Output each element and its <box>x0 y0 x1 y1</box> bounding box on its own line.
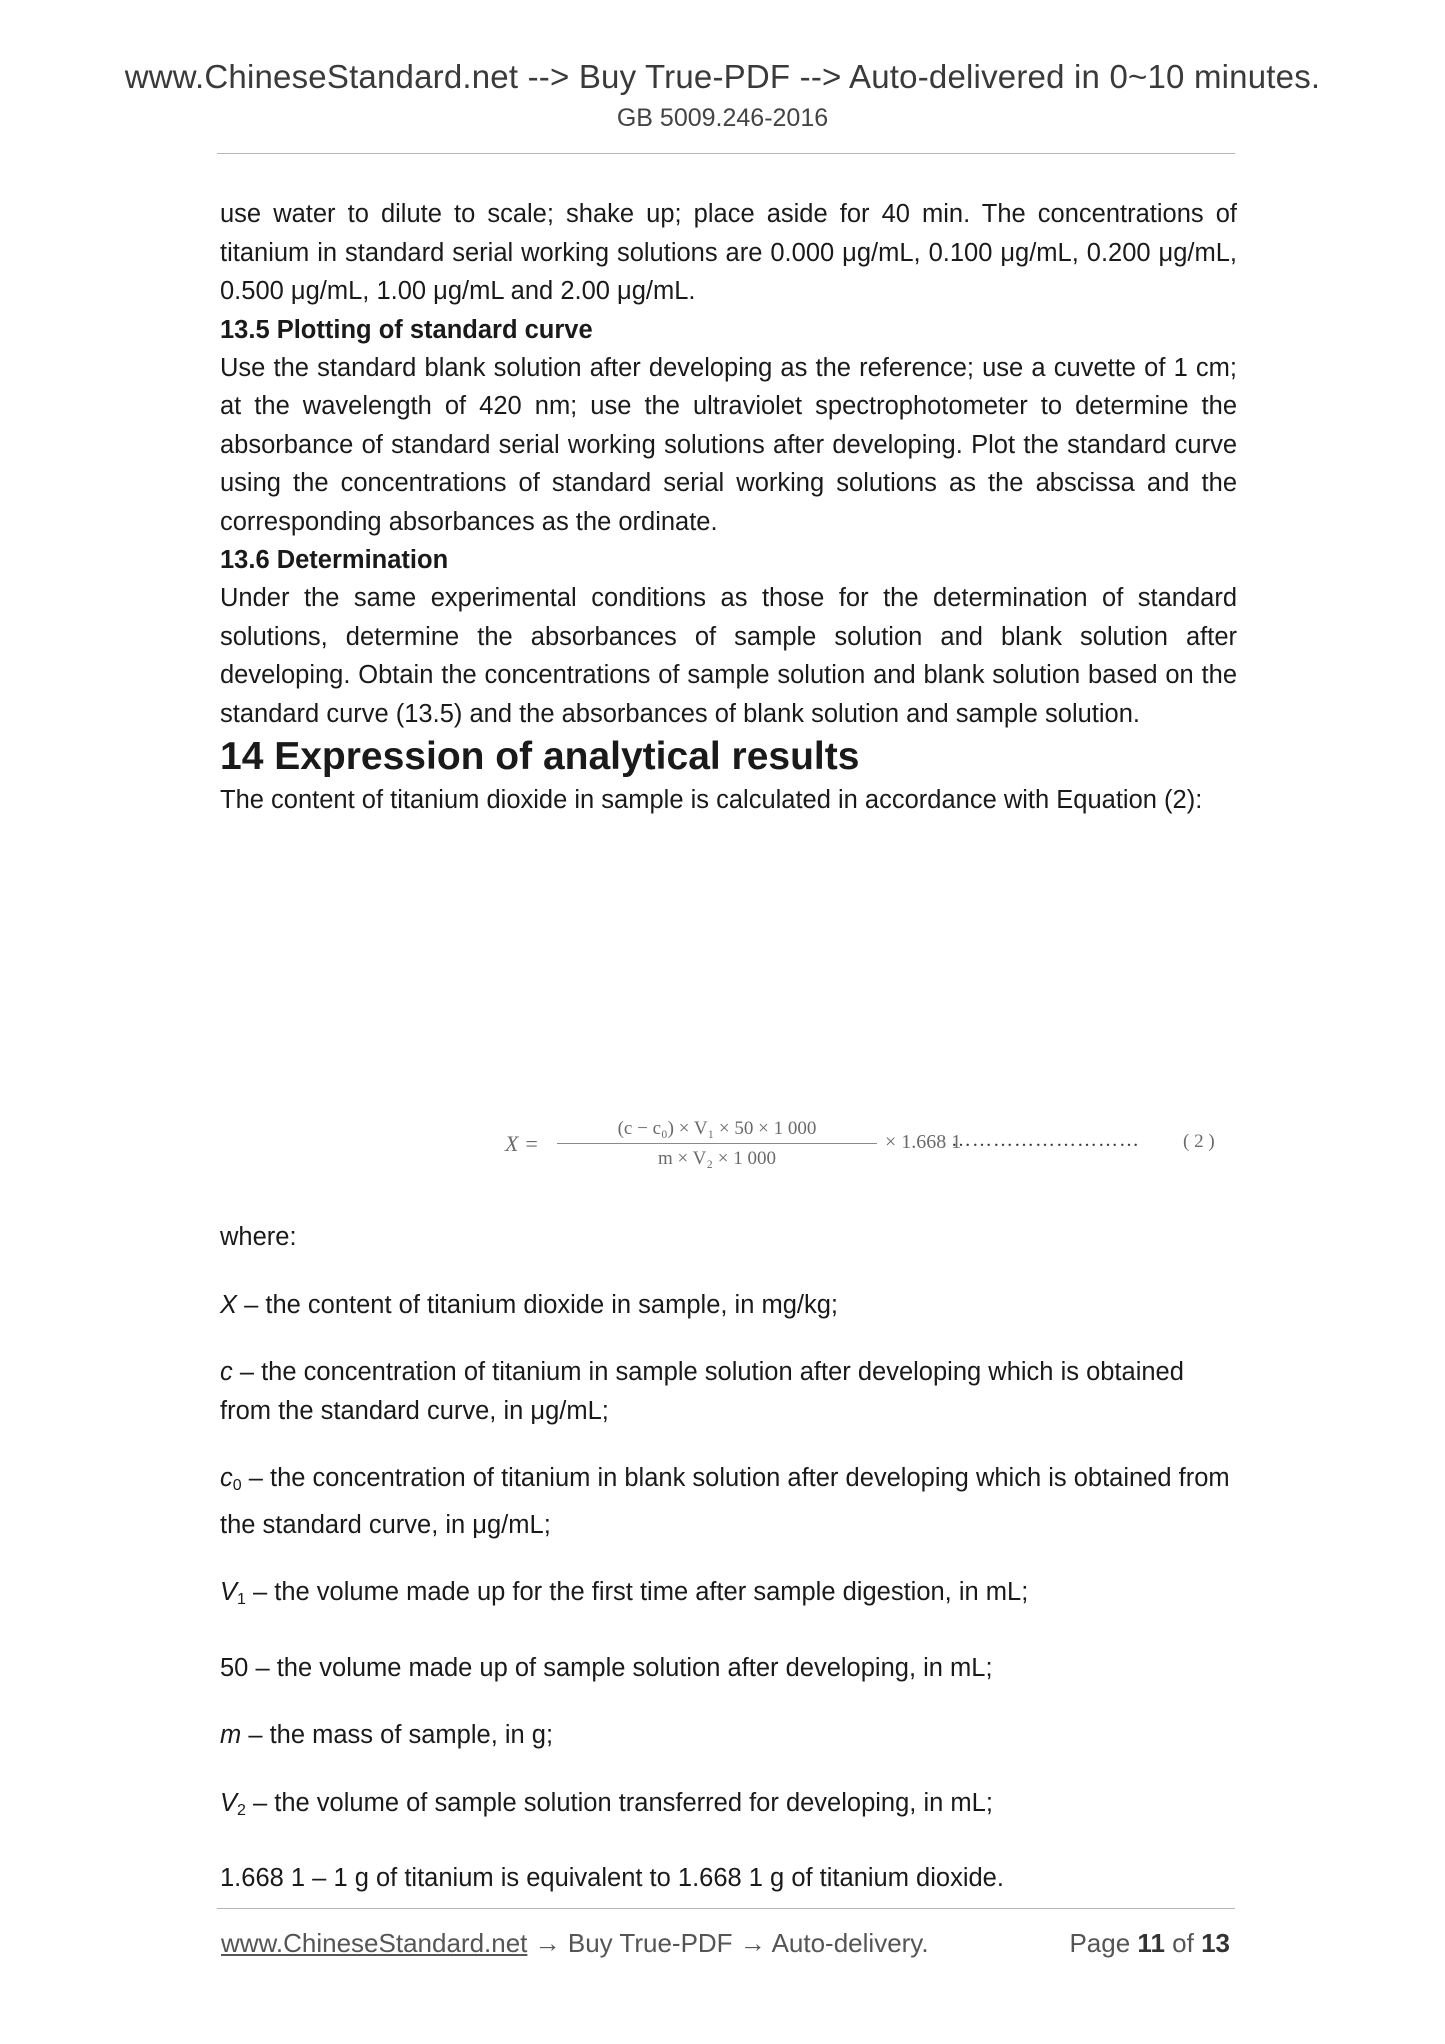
definition-symbol: X <box>220 1290 238 1319</box>
definition-item <box>220 1784 1237 1831</box>
definition-subscript: 2 <box>237 1801 246 1819</box>
heading-14: 14 Expression of analytical results <box>220 735 860 778</box>
heading-13-6: 13.6 Determination <box>220 546 449 574</box>
definition-text: – 1 g of titanium is equivalent to 1.668 1 g of titanium dioxide. <box>305 1864 1004 1892</box>
definition-text: – the concentration of titanium in sample solution after developing which is obtained from the standard curve, in μg/mL; <box>220 1358 1184 1425</box>
definition-text: – the volume of sample solution transferred for developing, in mL; <box>245 1788 993 1817</box>
equation-denominator: m × V₂ × 1 000 <box>658 1148 776 1169</box>
footer-tagline: → Buy True-PDF → Auto-delivery. <box>527 1928 929 1958</box>
definition-symbol: m <box>220 1721 242 1749</box>
definition-item <box>220 1716 1237 1755</box>
definition-symbol: V <box>220 1578 238 1606</box>
definition-symbol: c <box>220 1358 233 1386</box>
header-divider <box>217 153 1235 154</box>
definition-symbol: c <box>220 1464 233 1492</box>
definition-symbol: 1.668 1 <box>220 1864 306 1892</box>
page-label: Page <box>1069 1928 1131 1958</box>
equation-number: ( 2 ) <box>1183 1131 1215 1152</box>
equation-lhs: X = <box>505 1131 539 1156</box>
paragraph-14: The content of titanium dioxide in sample is calculated in accordance with Equation (2): <box>220 786 1203 814</box>
definition-text: – the volume made up for the first time after sample digestion, in mL; <box>245 1578 1029 1606</box>
equation-leader-dots: ……………………… <box>951 1129 1140 1151</box>
definition-subscript: 0 <box>232 1477 242 1494</box>
document-body <box>220 195 1237 820</box>
definition-subscript: 1 <box>237 1591 246 1608</box>
intro-paragraph: use water to dilute to scale; shake up; place aside for 40 min. The concentrations of titanium in standard serial working solutions are 0.000 μg/mL, 0.100 μg/mL, 0.200 μg/mL, 0.500 μg/mL, 1.00 μg/mL and 2.00 μg/mL. <box>220 200 1237 305</box>
standard-code: GB 5009.246-2016 <box>616 104 829 132</box>
definition-text: – the volume made up of sample solution after developing, in mL; <box>248 1653 993 1682</box>
definition-symbol: 50 <box>220 1653 249 1682</box>
definition-text: – the content of titanium dioxide in sample, in mg/kg; <box>237 1290 839 1319</box>
definition-item <box>220 1353 1237 1430</box>
definition-item <box>220 1286 1237 1325</box>
fraction-bar <box>557 1143 877 1144</box>
page-indicator <box>1069 1928 1230 1959</box>
definition-item <box>220 1649 1237 1688</box>
heading-13-5: 13.5 Plotting of standard curve <box>220 315 593 344</box>
definition-item <box>220 1459 1237 1544</box>
paragraph-13-6: Under the same experimental conditions as those for the determination of standard solutions, determine the absorbances of sample solution and blank solution after developing. Obtain the concentrations of sample solution and blank solution based on the standard curve (13.5) and the absorbances of blank solution and sample solution. <box>220 584 1237 728</box>
page-number: 11 <box>1137 1928 1165 1958</box>
where-label: where: <box>220 1223 297 1251</box>
definition-item <box>220 1573 1237 1620</box>
equation-2 <box>505 1117 1245 1177</box>
definition-item <box>220 1859 1237 1898</box>
definition-symbol: V <box>220 1788 238 1817</box>
paragraph-13-5: Use the standard blank solution after developing as the reference; use a cuvette of 1 cm; at the wavelength of 420 nm; use the ultraviolet spectrophotometer to determine the absorbance of standard serial working solutions after developing. Plot the standard curve using the concentrations of standard serial working solutions as the abscissa and the corresponding absorbances as the ordinate. <box>220 353 1237 536</box>
equation-fraction <box>557 1117 877 1171</box>
footer-promo <box>221 1928 929 1959</box>
of-label: of <box>1172 1928 1194 1958</box>
footer-site-link[interactable]: www.ChineseStandard.net <box>221 1928 528 1958</box>
footer-divider <box>217 1908 1235 1909</box>
page-total: 13 <box>1201 1928 1230 1958</box>
header-banner: www.ChineseStandard.net --> Buy True-PDF --> Auto-delivered in 0~10 minutes. <box>124 58 1321 95</box>
definition-text: – the concentration of titanium in blank solution after developing which is obtained from the standard curve, in μg/mL; <box>220 1464 1230 1539</box>
definitions-block <box>220 1218 1237 1898</box>
equation-numerator: (c − c₀) × V₁ × 50 × 1 000 <box>617 1118 817 1139</box>
equation-multiplier: × 1.668 1 <box>885 1131 962 1153</box>
definition-text: – the mass of sample, in g; <box>241 1721 554 1749</box>
